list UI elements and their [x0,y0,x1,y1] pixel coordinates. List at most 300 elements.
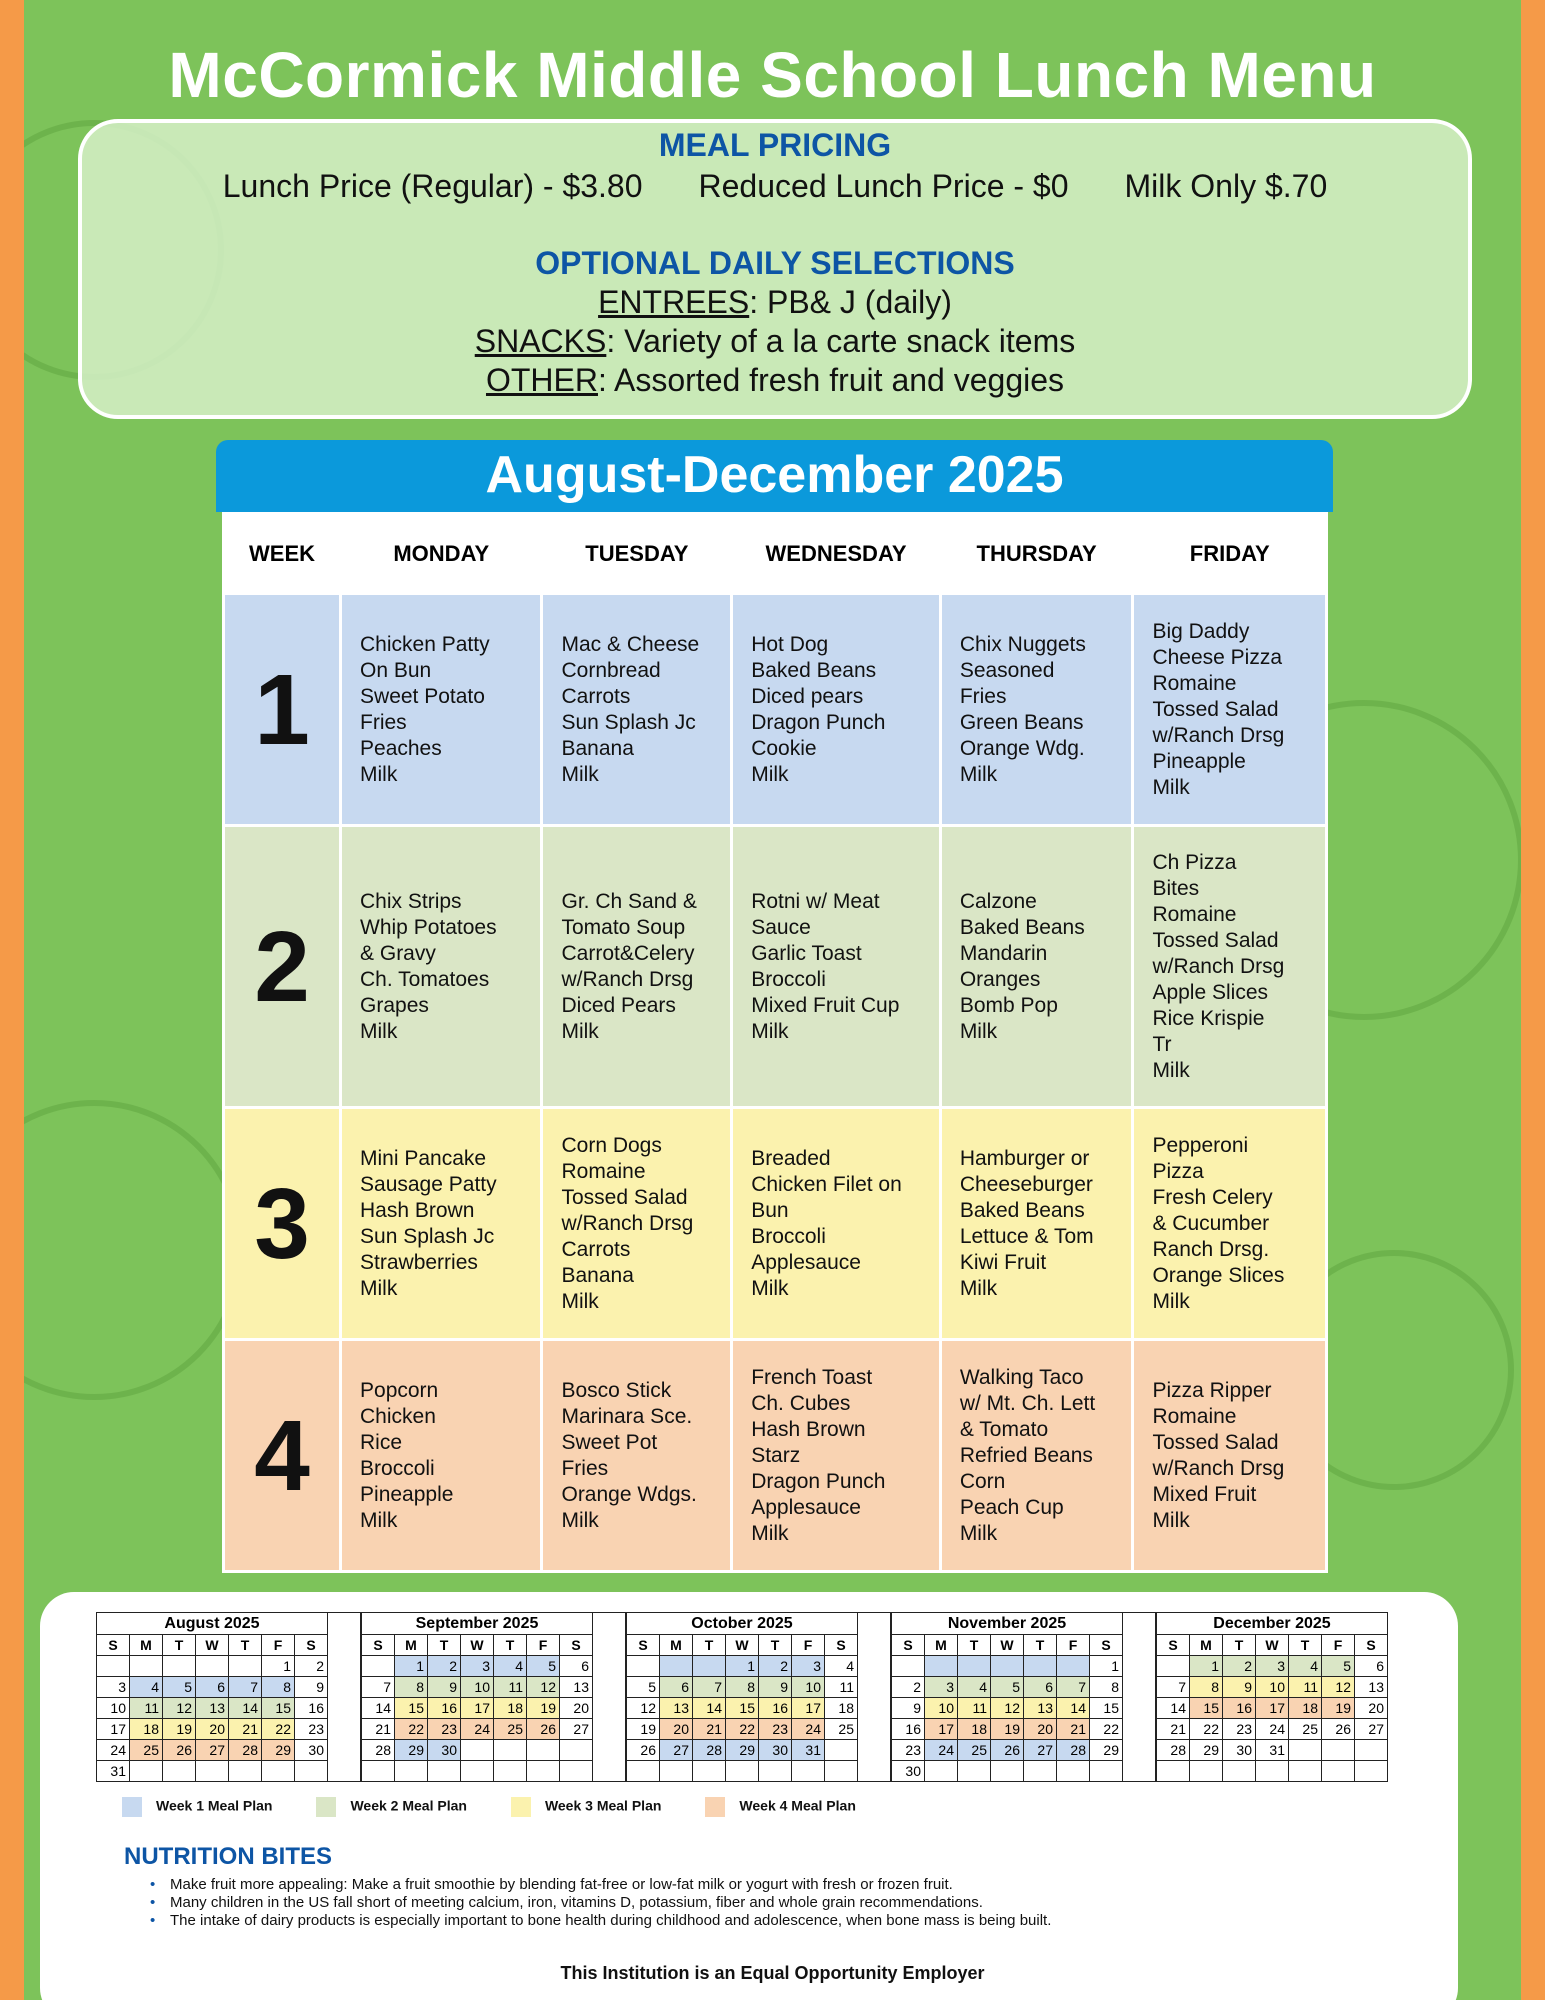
menu-item: Tomato Soup [561,915,686,939]
menu-item: Banana [561,736,634,760]
calendar-day [527,1761,560,1782]
calendar-day [925,1656,958,1677]
weekday-header: T [958,1635,991,1656]
month-calendar [626,1612,891,1782]
calendar-day [693,1656,726,1677]
nutrition-bullet: • Make fruit more appealing: Make a fruit smoothie by blending fat-free or low-fat milk or yogurt with fresh or frozen fruit. [150,1876,1051,1894]
calendar-day [130,1761,163,1782]
weekday-header: T [163,1635,196,1656]
optional-heading: OPTIONAL DAILY SELECTIONS [535,245,1015,281]
legend-label: Week 1 Meal Plan [156,1797,273,1814]
thursday-menu-cell [940,1108,1133,1340]
calendar-day: 25 [1289,1719,1322,1740]
calendar-day [1289,1761,1322,1782]
menu-item: Carrot&Celery [561,941,695,965]
calendar-day: 13 [1355,1677,1388,1698]
menu-item: Diced Pears [561,993,676,1017]
wednesday-menu-cell [732,1108,941,1340]
menu-item: & Cucumber [1152,1211,1270,1235]
calendar-day [560,1761,593,1782]
week-row [224,594,1327,826]
calendar-day: 31 [1256,1740,1289,1761]
calendar-day: 26 [163,1740,196,1761]
calendar-day: 18 [1289,1698,1322,1719]
calendar-day [759,1761,792,1782]
calendar-day: 11 [825,1677,858,1698]
menu-item: Milk [959,1019,998,1043]
calendar-day: 17 [925,1719,958,1740]
menu-item: & Tomato [959,1417,1049,1441]
weekday-header: S [362,1635,395,1656]
weekly-menu-table [222,512,1328,1573]
tuesday-menu-cell [542,826,732,1108]
menu-item: w/ Mt. Ch. Lett [959,1391,1096,1415]
calendar-day [163,1656,196,1677]
other-text: : Assorted fresh fruit and veggies [597,362,1065,398]
calendar-day: 12 [163,1698,196,1719]
menu-item: Marinara Sce. [561,1404,693,1428]
calendar-day: 30 [295,1740,328,1761]
calendar-day [1024,1761,1057,1782]
calendar-day [693,1761,726,1782]
nutrition-heading: NUTRITION BITES [124,1843,332,1870]
tuesday-column-header: TUESDAY [542,514,732,594]
calendar-day: 2 [428,1656,461,1677]
menu-item: Garlic Toast [751,941,862,965]
week-number: 2 [224,826,341,1108]
calendar-day: 13 [560,1677,593,1698]
weekday-header: M [1190,1635,1223,1656]
wednesday-menu-cell [732,594,941,826]
calendar-day: 8 [395,1677,428,1698]
calendar-day: 28 [1157,1740,1190,1761]
month-calendar [891,1612,1156,1782]
menu-item: Orange Slices [1152,1263,1285,1287]
menu-header-row [224,514,1327,594]
legend-item [316,1797,466,1817]
calendar-day: 6 [1024,1677,1057,1698]
month-calendar [1156,1612,1388,1782]
menu-item: w/Ranch Drsg [561,1211,694,1235]
menu-item: Carrots [561,684,631,708]
menu-item: Hash Brown [751,1417,866,1441]
calendar-day: 24 [792,1719,825,1740]
menu-item: Whip Potatoes [360,915,497,939]
calendar-day [1057,1761,1090,1782]
calendar-day: 14 [693,1698,726,1719]
calendar-day [1057,1656,1090,1677]
calendar-day: 27 [560,1719,593,1740]
menu-item: Corn [959,1469,1006,1493]
calendar-day [1223,1761,1256,1782]
calendar-day: 16 [759,1698,792,1719]
calendar-day: 2 [759,1656,792,1677]
menu-item: Hot Dog [751,632,829,656]
calendar-day: 13 [660,1698,693,1719]
calendar-day [991,1761,1024,1782]
menu-item: Milk [1152,1289,1190,1313]
calendar-day: 15 [395,1698,428,1719]
menu-item: Tossed Salad [1152,697,1279,721]
calendar-day [660,1656,693,1677]
calendar-day: 15 [1090,1698,1123,1719]
menu-item: Fries [561,1456,609,1480]
menu-item: Cheese Pizza [1152,645,1283,669]
calendar-day: 29 [262,1740,295,1761]
calendar-day: 16 [295,1698,328,1719]
menu-item: Bun [751,1198,789,1222]
calendar-day: 17 [1256,1698,1289,1719]
calendar-day: 23 [892,1740,925,1761]
menu-item: Milk [959,762,998,786]
calendar-day: 24 [97,1740,130,1761]
friday-menu-cell [1133,826,1327,1108]
nutrition-bullet: • Many children in the US fall short of meeting calcium, iron, vitamins D, potassium, fiber and whole grain recommendations. [150,1894,1051,1912]
week-number: 1 [224,594,341,826]
calendar-day: 5 [163,1677,196,1698]
menu-item: Big Daddy [1152,619,1250,643]
milk-price: Milk Only $.70 [1124,168,1328,204]
menu-item: Milk [751,1276,789,1300]
calendar-day: 21 [1057,1719,1090,1740]
menu-item: Sun Splash Jc [561,710,696,734]
menu-item: Apple Slices [1152,980,1268,1004]
calendar-day [229,1656,262,1677]
pricing-heading: MEAL PRICING [658,127,892,163]
calendar-day: 4 [494,1656,527,1677]
calendar-day: 19 [163,1719,196,1740]
calendar-day: 11 [958,1698,991,1719]
monday-menu-cell [341,1108,542,1340]
weekday-header: T [428,1635,461,1656]
menu-period-header: August-December 2025 [216,440,1333,512]
calendar-day: 12 [1322,1677,1355,1698]
weekday-header: S [295,1635,328,1656]
calendar-day: 17 [97,1719,130,1740]
menu-item: Mini Pancake [360,1146,487,1170]
menu-item: Romaine [561,1159,646,1183]
menu-item: Carrots [561,1237,631,1261]
calendar-day [627,1761,660,1782]
calendar-day: 14 [1057,1698,1090,1719]
calendar-day: 28 [693,1740,726,1761]
menu-item: Pizza [1152,1159,1204,1183]
calendar-day: 18 [958,1719,991,1740]
menu-item: French Toast [751,1365,873,1389]
calendar-day: 24 [461,1719,494,1740]
calendar-day: 7 [229,1677,262,1698]
week-column-header: WEEK [224,514,341,594]
menu-item: Walking Taco [959,1365,1084,1389]
menu-item: Romaine [1152,902,1237,926]
menu-item: Rotni w/ Meat [751,889,880,913]
menu-item: Orange Wdgs. [561,1482,697,1506]
menu-item: Calzone [959,889,1037,913]
thursday-menu-cell [940,1340,1133,1572]
calendar-day [1024,1656,1057,1677]
calendar-day: 19 [1322,1698,1355,1719]
calendar-day: 11 [130,1698,163,1719]
calendar-spacer [328,1613,361,1782]
weekday-header: T [693,1635,726,1656]
menu-item: Sauce [751,915,811,939]
calendar-day: 9 [295,1677,328,1698]
menu-item: w/Ranch Drsg [1152,954,1285,978]
calendar-day: 8 [262,1677,295,1698]
menu-item: Chicken Patty [360,632,490,656]
menu-item: Dragon Punch [751,1469,886,1493]
calendar-day [1157,1656,1190,1677]
menu-item: Green Beans [959,710,1084,734]
month-title: October 2025 [627,1613,858,1635]
footer-text: This Institution is an Equal Opportunity Employer [560,1963,985,1983]
week-row [224,1108,1327,1340]
menu-item: w/Ranch Drsg [561,967,694,991]
calendar-day [726,1761,759,1782]
calendar-day: 5 [1322,1656,1355,1677]
legend-swatch [705,1797,725,1817]
calendar-day [428,1761,461,1782]
thursday-menu-cell [940,594,1133,826]
calendar-day: 31 [792,1740,825,1761]
calendar-day: 7 [1157,1677,1190,1698]
weekday-header: T [494,1635,527,1656]
menu-item: Tossed Salad [561,1185,688,1209]
calendar-day: 24 [1256,1719,1289,1740]
calendar-day: 3 [97,1677,130,1698]
menu-item: Romaine [1152,1404,1237,1428]
calendar-day [262,1761,295,1782]
calendar-day: 14 [362,1698,395,1719]
calendar-day: 6 [660,1677,693,1698]
menu-item: Corn Dogs [561,1133,662,1157]
calendar-day: 28 [229,1740,262,1761]
calendar-day: 6 [560,1656,593,1677]
week-number: 3 [224,1108,341,1340]
calendar-strip [96,1612,1388,1782]
regular-price: Lunch Price (Regular) - $3.80 [222,168,643,204]
menu-item: Hash Brown [360,1198,475,1222]
month-calendar [361,1612,626,1782]
calendar-day: 6 [196,1677,229,1698]
calendar-day: 22 [726,1719,759,1740]
calendar-day [461,1740,494,1761]
calendar-day [130,1656,163,1677]
weekday-header: F [262,1635,295,1656]
calendar-day: 14 [1157,1698,1190,1719]
week-number: 4 [224,1340,341,1572]
calendar-day: 26 [527,1719,560,1740]
month-title: November 2025 [892,1613,1123,1635]
menu-item: On Bun [360,658,432,682]
menu-item: Milk [751,762,789,786]
menu-item: Lettuce & Tom [959,1224,1094,1248]
snacks-label: SNACKS [474,323,607,359]
menu-item: Peach Cup [959,1495,1064,1519]
menu-item: Tossed Salad [1152,928,1279,952]
calendar-day: 22 [395,1719,428,1740]
calendar-day [196,1656,229,1677]
calendar-day: 27 [1355,1719,1388,1740]
reduced-price: Reduced Lunch Price - $0 [698,168,1069,204]
calendar-day: 5 [627,1677,660,1698]
calendar-day: 30 [892,1761,925,1782]
menu-item: Tr [1152,1032,1172,1056]
menu-item: Broccoli [751,967,826,991]
menu-item: Mandarin [959,941,1048,965]
menu-item: Chicken Filet on [751,1172,902,1196]
calendar-day [1190,1761,1223,1782]
menu-item: Popcorn [360,1378,439,1402]
calendar-day: 8 [1190,1677,1223,1698]
weekday-header: W [461,1635,494,1656]
calendar-day [494,1761,527,1782]
legend-swatch [511,1797,531,1817]
calendar-day: 13 [1024,1698,1057,1719]
calendar-day: 1 [1190,1656,1223,1677]
wednesday-menu-cell [732,826,941,1108]
page-title: McCormick Middle School Lunch Menu [168,39,1377,111]
calendar-day: 11 [1289,1677,1322,1698]
calendar-day: 13 [196,1698,229,1719]
menu-item: Applesauce [751,1495,861,1519]
menu-item: & Gravy [360,941,436,965]
calendar-day: 8 [1090,1677,1123,1698]
calendar-day: 1 [395,1656,428,1677]
calendar-day [229,1761,262,1782]
menu-item: Kiwi Fruit [959,1250,1047,1274]
calendar-day [1256,1761,1289,1782]
legend-swatch [122,1797,142,1817]
calendar-day: 18 [130,1719,163,1740]
nutrition-bullet: • The intake of dairy products is especially important to bone health during childhood and adolescence, when bone mass is being built. [150,1912,1051,1930]
calendar-day: 6 [1355,1656,1388,1677]
calendar-day: 29 [1090,1740,1123,1761]
calendar-day: 20 [196,1719,229,1740]
thursday-menu-cell [940,826,1133,1108]
weekday-header: F [1057,1635,1090,1656]
calendar-day: 12 [991,1698,1024,1719]
menu-item: Gr. Ch Sand & [561,889,697,913]
snacks-line [82,323,1468,360]
friday-menu-cell [1133,1108,1327,1340]
calendar-day: 30 [1223,1740,1256,1761]
menu-item: Cornbread [561,658,661,682]
calendar-day [560,1740,593,1761]
menu-item: Strawberries [360,1250,478,1274]
menu-item: Hamburger or [959,1146,1090,1170]
menu-item: Bomb Pop [959,993,1058,1017]
calendar-day: 19 [527,1698,560,1719]
calendar-day: 23 [759,1719,792,1740]
calendar-day: 22 [1190,1719,1223,1740]
weekday-header: S [97,1635,130,1656]
week-row [224,1340,1327,1572]
weekday-header: S [627,1635,660,1656]
menu-item: Milk [751,1521,789,1545]
weekday-header: F [1322,1635,1355,1656]
calendar-day: 20 [660,1719,693,1740]
menu-item: Ch Pizza [1152,850,1237,874]
calendar-day [295,1761,328,1782]
calendar-day: 25 [130,1740,163,1761]
calendar-day: 2 [295,1656,328,1677]
calendar-day: 1 [1090,1656,1123,1677]
calendar-day [1355,1740,1388,1761]
menu-item: Milk [360,1508,398,1532]
calendar-day: 10 [97,1698,130,1719]
weekday-header: S [825,1635,858,1656]
menu-item: Applesauce [751,1250,861,1274]
calendar-day: 29 [395,1740,428,1761]
monday-column-header: MONDAY [341,514,542,594]
calendar-day: 26 [627,1740,660,1761]
monday-menu-cell [341,1340,542,1572]
calendar-day: 9 [759,1677,792,1698]
calendar-day: 21 [362,1719,395,1740]
weekday-header: S [1157,1635,1190,1656]
menu-item: Diced pears [751,684,864,708]
calendar-day: 19 [991,1719,1024,1740]
menu-item: Broccoli [360,1456,435,1480]
entrees-label: ENTREES [598,284,750,320]
calendar-day: 23 [428,1719,461,1740]
tuesday-menu-cell [542,594,732,826]
calendar-day: 11 [494,1677,527,1698]
menu-item: Baked Beans [959,915,1085,939]
calendar-spacer [593,1613,626,1782]
calendar-day: 23 [1223,1719,1256,1740]
calendar-day [97,1656,130,1677]
weekday-header: W [726,1635,759,1656]
calendar-day: 10 [461,1677,494,1698]
wednesday-column-header: WEDNESDAY [732,514,941,594]
menu-item: Broccoli [751,1224,826,1248]
friday-column-header: FRIDAY [1133,514,1327,594]
menu-item: Chicken [360,1404,436,1428]
menu-item: Ch. Tomatoes [360,967,490,991]
menu-item: w/Ranch Drsg [1152,1456,1285,1480]
menu-item: Cheeseburger [959,1172,1093,1196]
calendar-day: 17 [792,1698,825,1719]
weekday-header: T [1289,1635,1322,1656]
thursday-column-header: THURSDAY [940,514,1133,594]
calendar-day: 2 [892,1677,925,1698]
monday-menu-cell [341,826,542,1108]
calendar-day: 15 [262,1698,295,1719]
entrees-line [82,284,1468,321]
legend [122,1797,856,1817]
calendar-day: 18 [825,1698,858,1719]
calendar-day [1322,1761,1355,1782]
snacks-text: : Variety of a la carte snack items [606,323,1076,359]
month-calendar [96,1612,361,1782]
calendar-day: 26 [1322,1719,1355,1740]
calendar-day: 14 [229,1698,262,1719]
calendar-day: 28 [1057,1740,1090,1761]
calendar-day: 19 [627,1719,660,1740]
menu-item: w/Ranch Drsg [1152,723,1285,747]
tuesday-menu-cell [542,1108,732,1340]
calendar-day [1090,1761,1123,1782]
calendar-day: 4 [825,1656,858,1677]
calendar-day: 2 [1223,1656,1256,1677]
calendar-day: 21 [1157,1719,1190,1740]
calendar-day: 27 [196,1740,229,1761]
calendar-day [494,1740,527,1761]
calendar-day: 7 [362,1677,395,1698]
calendar-day: 20 [1024,1719,1057,1740]
